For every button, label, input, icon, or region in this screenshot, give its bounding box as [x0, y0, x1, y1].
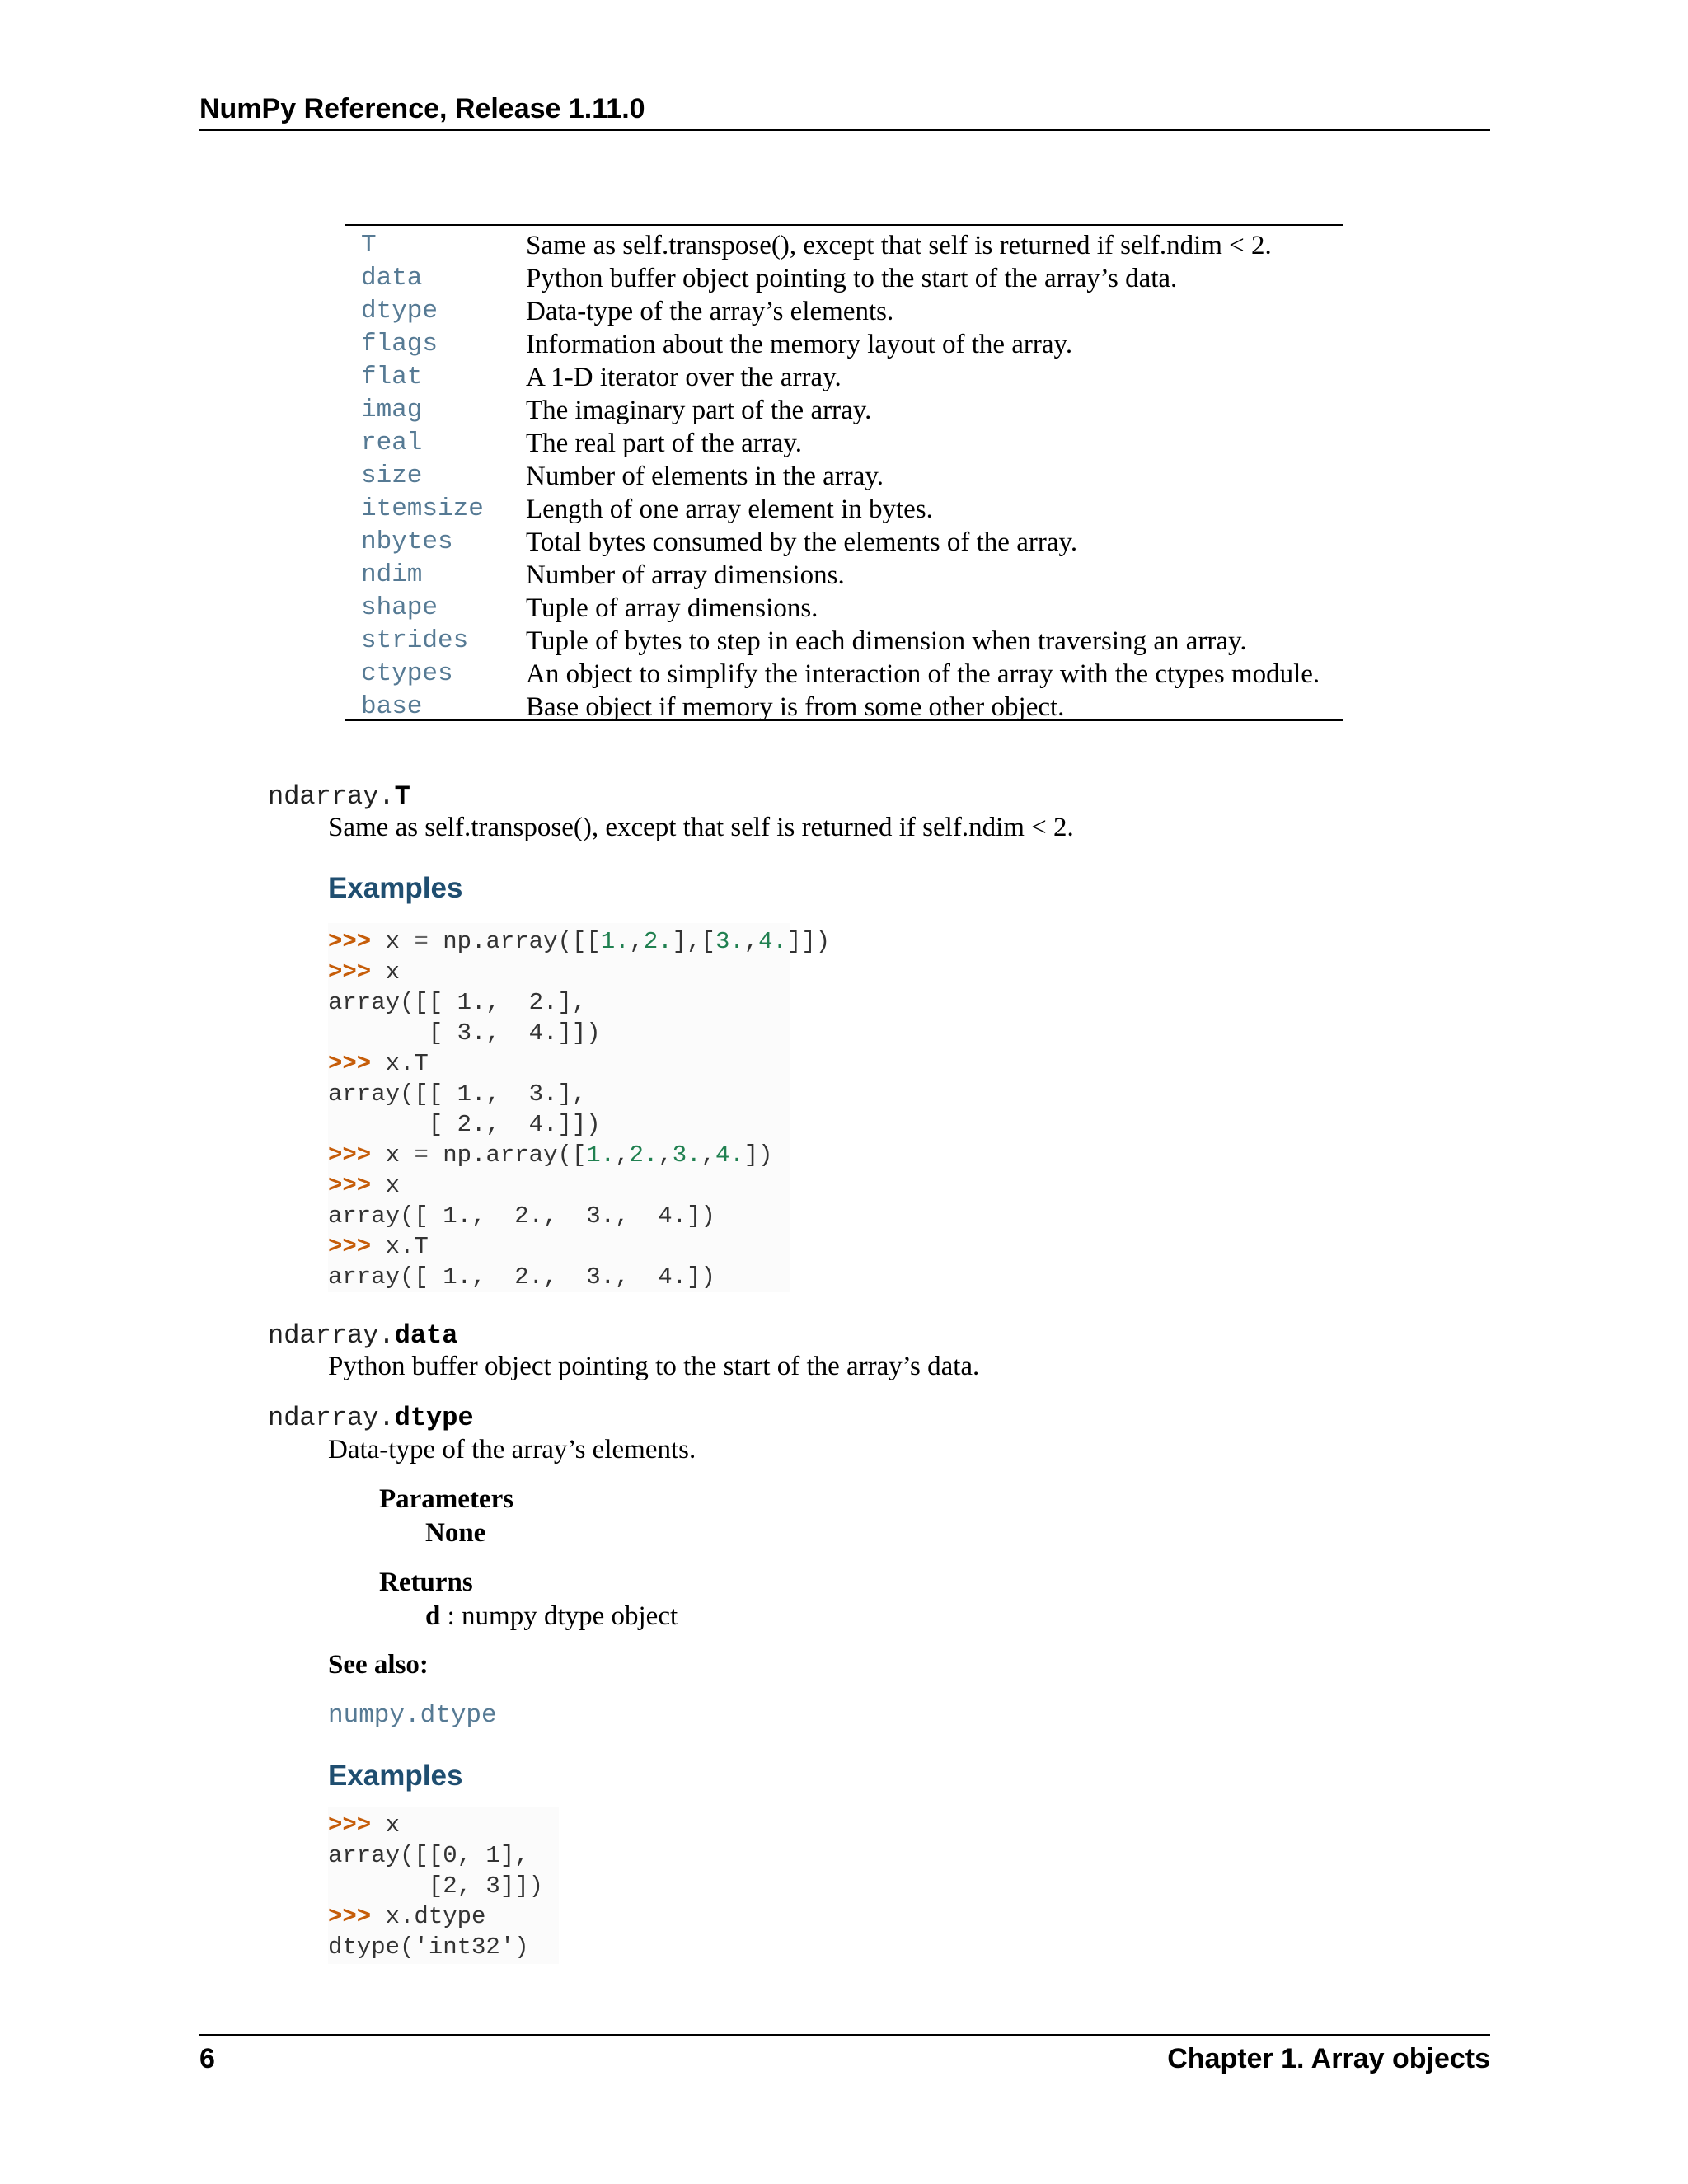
returns-heading: Returns	[379, 1568, 473, 1597]
attribute-link-ctypes[interactable]: ctypes	[361, 659, 453, 688]
running-header-title: NumPy Reference, Release 1.11.0	[199, 93, 645, 124]
attribute-description: A 1-D iterator over the array.	[526, 363, 842, 392]
table-bottom-rule	[345, 719, 1343, 721]
entry-T-code-line: array([ 1., 2., 3., 4.])	[328, 1202, 715, 1230]
attribute-link-nbytes[interactable]: nbytes	[361, 527, 453, 556]
footer-page-number: 6	[199, 2043, 215, 2074]
entry-dtype-code-line: dtype('int32')	[328, 1933, 529, 1961]
entry-T-description: Same as self.transpose(), except that self is returned if self.ndim < 2.	[328, 813, 1074, 842]
signature-name: dtype	[394, 1403, 474, 1433]
signature-prefix: ndarray.	[268, 1320, 395, 1351]
signature-ndarray-T	[268, 780, 410, 814]
attribute-link-flat[interactable]: flat	[361, 363, 423, 391]
attribute-description: Length of one array element in bytes.	[526, 494, 933, 524]
header-rule	[199, 129, 1490, 131]
attribute-description: The imaginary part of the array.	[526, 396, 872, 425]
returns-value	[425, 1600, 678, 1633]
attribute-link-T[interactable]: T	[361, 231, 377, 260]
entry-dtype-description: Data-type of the array’s elements.	[328, 1435, 696, 1465]
attribute-link-size[interactable]: size	[361, 462, 423, 490]
attribute-description: Base object if memory is from some other object.	[526, 692, 1065, 722]
footer-rule	[199, 2034, 1490, 2036]
attribute-link-shape[interactable]: shape	[361, 593, 438, 622]
entry-dtype-code-line: [2, 3]])	[328, 1872, 544, 1900]
attribute-description: Tuple of bytes to step in each dimension when traversing an array.	[526, 626, 1247, 656]
signature-ndarray-data	[268, 1319, 457, 1353]
entry-T-code-line: [ 2., 4.]])	[328, 1111, 601, 1138]
attribute-link-imag[interactable]: imag	[361, 396, 423, 424]
signature-prefix: ndarray.	[268, 1403, 395, 1433]
entry-T-code-line: [ 3., 4.]])	[328, 1019, 601, 1047]
attribute-description: The real part of the array.	[526, 429, 802, 458]
entry-dtype-code-line: array([[0, 1],	[328, 1842, 529, 1869]
see-also-link-numpy-dtype[interactable]: numpy.dtype	[328, 1701, 497, 1730]
entry-T-code-line: array([ 1., 2., 3., 4.])	[328, 1263, 715, 1291]
parameters-heading: Parameters	[379, 1484, 514, 1514]
attribute-description: Python buffer object pointing to the start of the array’s data.	[526, 264, 1178, 293]
signature-ndarray-dtype	[268, 1401, 474, 1436]
attribute-link-strides[interactable]: strides	[361, 626, 469, 655]
attribute-description: Tuple of array dimensions.	[526, 593, 818, 623]
entry-data-description: Python buffer object pointing to the start of the array’s data.	[328, 1352, 980, 1381]
attribute-link-data[interactable]: data	[361, 264, 423, 293]
attribute-description: Data-type of the array’s elements.	[526, 297, 894, 326]
attribute-link-real[interactable]: real	[361, 429, 423, 457]
entry-T-code-line: array([[ 1., 2.],	[328, 989, 587, 1016]
attribute-description: Number of array dimensions.	[526, 560, 845, 590]
entry-T-code-line: >>> x	[328, 1172, 401, 1199]
attribute-link-ndim[interactable]: ndim	[361, 560, 423, 589]
signature-name: T	[394, 781, 410, 812]
signature-name: data	[394, 1320, 458, 1351]
attribute-description: Total bytes consumed by the elements of the array.	[526, 527, 1078, 557]
footer-chapter-title: Chapter 1. Array objects	[1167, 2043, 1490, 2074]
entry-dtype-code-line: >>> x	[328, 1811, 401, 1839]
returns-name: d	[425, 1601, 441, 1631]
table-top-rule	[345, 224, 1343, 226]
attribute-link-dtype[interactable]: dtype	[361, 297, 438, 326]
see-also-heading: See also:	[328, 1650, 429, 1680]
attribute-description: Number of elements in the array.	[526, 462, 884, 491]
entry-T-code-line: >>> x	[328, 958, 401, 986]
signature-prefix: ndarray.	[268, 781, 395, 812]
entry-T-examples-heading: Examples	[328, 872, 463, 904]
parameters-value: None	[425, 1518, 486, 1548]
entry-T-code-line: array([[ 1., 3.],	[328, 1080, 587, 1108]
entry-dtype-examples-heading: Examples	[328, 1760, 463, 1792]
entry-T-code-line: >>> x.T	[328, 1233, 429, 1260]
attribute-description: An object to simplify the interaction of the array with the ctypes module.	[526, 659, 1320, 689]
entry-dtype-code-line: >>> x.dtype	[328, 1903, 486, 1930]
attribute-description: Information about the memory layout of the array.	[526, 330, 1073, 359]
attribute-link-base[interactable]: base	[361, 692, 423, 721]
entry-T-code-line: >>> x = np.array([[1.,2.],[3.,4.]])	[328, 928, 831, 955]
returns-desc: : numpy dtype object	[440, 1601, 678, 1631]
entry-T-code-line: >>> x = np.array([1.,2.,3.,4.])	[328, 1141, 773, 1169]
attribute-link-itemsize[interactable]: itemsize	[361, 494, 484, 523]
entry-T-code-line: >>> x.T	[328, 1050, 429, 1077]
attribute-link-flags[interactable]: flags	[361, 330, 438, 359]
attribute-description: Same as self.transpose(), except that self is returned if self.ndim < 2.	[526, 231, 1272, 260]
